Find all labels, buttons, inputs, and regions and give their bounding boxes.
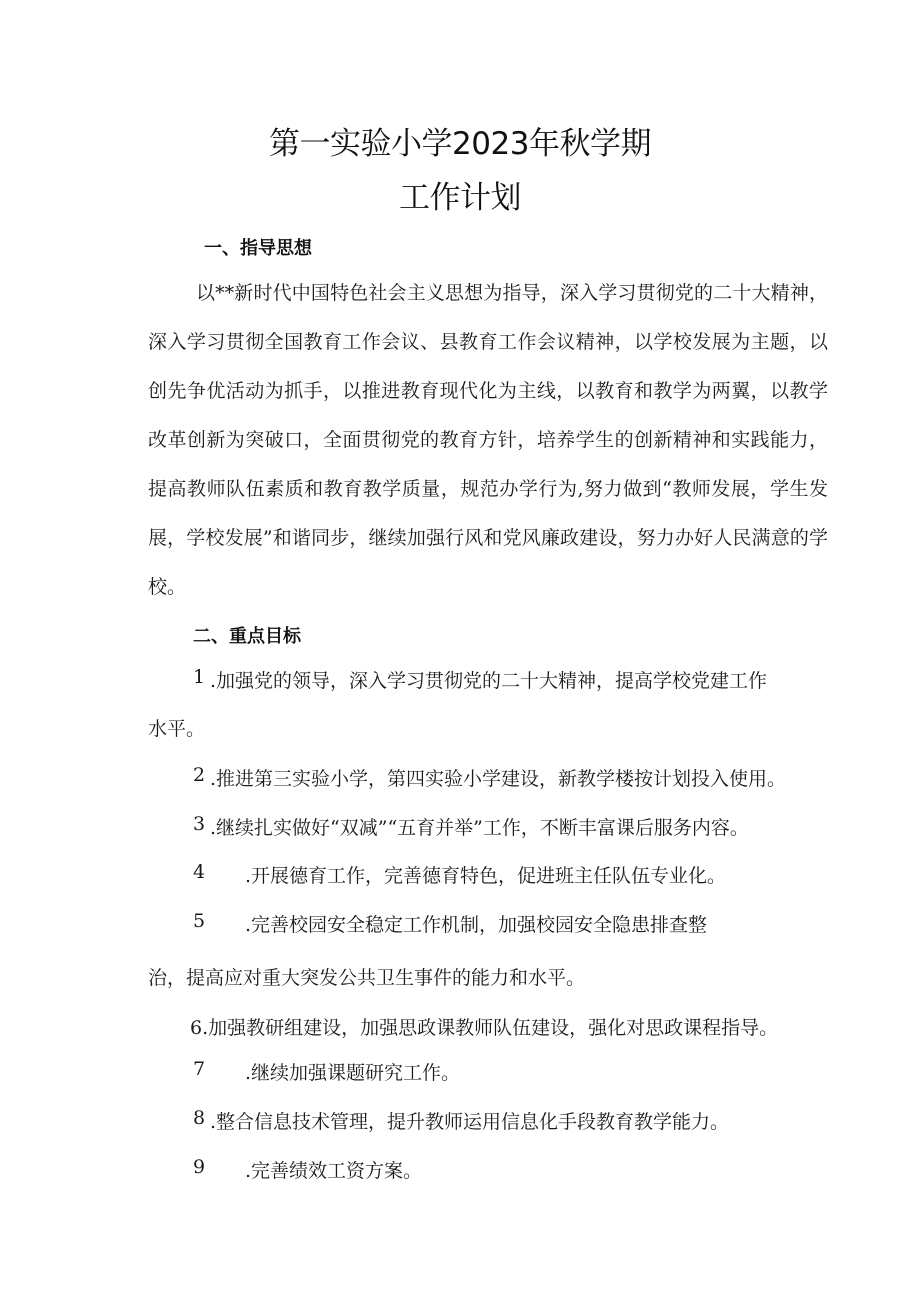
goal-item-4: .开展德育工作，完善德育特色，促进班主任队伍专业化。: [245, 865, 727, 887]
goal-item-9: .完善绩效工资方案。: [245, 1160, 423, 1182]
goal-number-1: 1: [193, 666, 206, 688]
goal-number-4: 4: [193, 861, 206, 883]
document-subtitle: 工作计划: [399, 180, 521, 216]
document-title: 第一实验小学2023年秋学期: [269, 126, 651, 162]
goal-number-8: 8: [193, 1107, 206, 1129]
goal-item-5: .完善校园安全稳定工作机制，加强校园安全隐患排查整: [245, 914, 708, 936]
goal-number-5: 5: [193, 910, 206, 932]
goal-item-7: .继续加强课题研究工作。: [245, 1062, 461, 1084]
goal-item-2: .推进第三实验小学，第四实验小学建设，新教学楼按计划投入使用。: [210, 768, 787, 790]
goal-number-3: 3: [193, 813, 206, 835]
goal-item-5-continued: 治，提高应对重大突发公共卫生事件的能力和水平。: [148, 967, 586, 989]
guiding-thought-paragraph: 以**新时代中国特色社会主义思想为指导，深入学习贯彻党的二十大精神，深入学习贯彻全国教育工作会议、县教育工作会议精神，以学校发展为主题，以创先争优活动为抓手，以推进教育现代化为主线，以教育和教学为两翼，以教学改革创新为突破口，全面贯彻党的教育方针，培养学生的创新精神和实践能力，提高教师队伍素质和教育教学质量，规范办学行为,努力做到“教师发展，学生发展，学校发展”和谐同步，继续加强行风和党风廉政建设，努力办好人民满意的学校。: [148, 282, 828, 598]
goal-item-8: .整合信息技术管理，提升教师运用信息化手段教育教学能力。: [210, 1111, 730, 1133]
goal-item-6: 6.加强教研组建设，加强思政课教师队伍建设，强化对思政课程指导。: [190, 1017, 779, 1039]
goal-item-1: .加强党的领导，深入学习贯彻党的二十大精神，提高学校党建工作: [210, 670, 768, 692]
section-heading-guiding-thought: 一、指导思想: [204, 238, 312, 259]
goal-number-7: 7: [193, 1058, 206, 1080]
goal-item-3: .继续扎实做好“双减”“五育并举”工作，不断丰富课后服务内容。: [210, 817, 749, 839]
section-heading-key-goals: 二、重点目标: [193, 626, 301, 647]
goal-number-2: 2: [193, 764, 206, 786]
goal-item-1-continued: 水平。: [148, 718, 206, 740]
goal-number-9: 9: [193, 1156, 206, 1178]
